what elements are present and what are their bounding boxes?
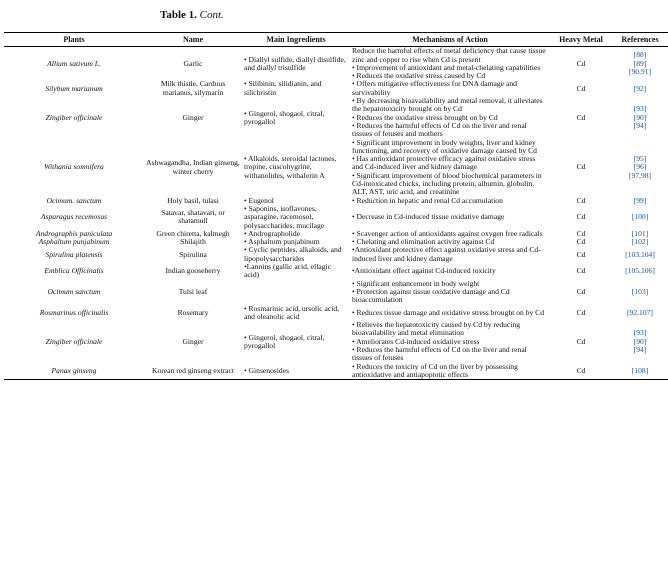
heavy-metal-cell	[550, 197, 612, 205]
heavy-metal: Cd	[576, 212, 586, 222]
ingredient-item: • Asphaltum punjabinum	[244, 237, 320, 247]
table-row	[4, 80, 668, 97]
reference-link[interactable]: [95]	[633, 154, 647, 164]
heavy-metal-cell	[550, 97, 612, 138]
reference-link[interactable]: [102]	[631, 237, 649, 247]
references-cell	[612, 321, 668, 362]
heavy-metal-cell	[550, 280, 612, 305]
mechanism-item: • Significant improvement in body weights, liver and kidney functioning, and recovery of oxidative damage caused by Cd	[352, 137, 537, 155]
reference-link[interactable]: [96]	[633, 162, 647, 172]
plant-name: Panax ginseng	[51, 365, 97, 375]
table-row	[4, 246, 668, 263]
common-name-cell	[144, 197, 242, 205]
plant-name: Asparagus recemosus	[40, 212, 108, 222]
mechanisms-cell	[350, 305, 550, 322]
plant-name: Silybum marianum	[45, 83, 103, 93]
common-name: Green chiretta, kalmegh	[156, 228, 230, 238]
common-name-cell	[144, 246, 242, 263]
caption-suffix: Cont.	[199, 9, 224, 21]
table-row	[4, 280, 668, 305]
reference-link[interactable]: [92]	[633, 83, 647, 93]
ingredient-item: • Silibinin, silidianin, and silichristin	[244, 79, 322, 97]
mechanism-item: Reduce the harmful effects of metal deficiency that cause tissue zinc and copper to rise when Cd is present	[352, 46, 546, 64]
reference-link[interactable]: [93]	[633, 328, 647, 338]
table-row	[4, 305, 668, 322]
common-name: Rosemary	[177, 307, 209, 317]
reference-link[interactable]: [90]	[633, 112, 647, 122]
header-ingredients: Main Ingredients	[242, 33, 350, 47]
plant-name: Rosmarinus officinalis	[39, 307, 109, 317]
heavy-metal-cell	[550, 47, 612, 81]
header-mechanisms: Mechanisms of Action	[350, 33, 550, 47]
plant-name: Ocimum. sanctum	[46, 195, 102, 205]
table-row	[4, 197, 668, 205]
common-name: Tulsi leaf	[178, 286, 208, 296]
reference-link[interactable]: [93]	[633, 104, 647, 114]
mechanism-item: • Improvement of antioxidant and metal-chelating capabilities	[352, 62, 541, 72]
mechanism-item: • Has antioxidant protective efficacy against oxidative stress and Cd-induced liver and kidney damage	[352, 154, 536, 172]
plant-cell	[4, 238, 144, 246]
reference-link[interactable]: [88]	[633, 50, 647, 60]
reference-link[interactable]: [101]	[631, 228, 649, 238]
heavy-metal: Cd	[576, 237, 586, 247]
references-cell	[612, 238, 668, 246]
table-row	[4, 139, 668, 197]
plant-cell	[4, 246, 144, 263]
references-cell	[612, 280, 668, 305]
plant-name: Withania somnifera	[44, 162, 104, 172]
plant-cell	[4, 305, 144, 322]
header-heavy-metal: Heavy Metal	[550, 33, 612, 47]
table-row	[4, 47, 668, 81]
reference-link[interactable]: [94]	[633, 344, 647, 354]
references-cell	[612, 80, 668, 97]
plant-name: Spirulina platensis	[45, 249, 103, 259]
common-name-cell	[144, 321, 242, 362]
references-cell	[612, 205, 668, 230]
heavy-metal-cell	[550, 263, 612, 280]
heavy-metal-cell	[550, 80, 612, 97]
mechanism-item: • By decreasing bioavailability and metal removal, it alleviates the hepatotoxicity brought on by Cd	[352, 96, 543, 114]
heavy-metal: Cd	[576, 112, 586, 122]
common-name: Spirulina	[179, 249, 207, 259]
plant-cell	[4, 197, 144, 205]
heavy-metal: Cd	[576, 58, 586, 68]
common-name-cell	[144, 97, 242, 138]
table-body	[4, 47, 668, 380]
reference-link[interactable]: [92,107]	[627, 307, 653, 317]
common-name: Holy basil, tulasi	[167, 195, 219, 205]
common-name-cell	[144, 263, 242, 280]
reference-link[interactable]: [90]	[633, 336, 647, 346]
common-name: Ginger	[182, 336, 204, 346]
reference-link[interactable]: [94]	[633, 120, 647, 130]
reference-link[interactable]: [103,104]	[625, 249, 655, 259]
reference-link[interactable]: [108]	[631, 365, 649, 375]
ingredient-item: • Cyclic peptides, alkaloids, and lipopolysaccharides	[244, 245, 342, 263]
table-row	[4, 97, 668, 138]
caption-label: Table 1.	[160, 9, 197, 21]
heavy-metal-cell	[550, 321, 612, 362]
heavy-metal: Cd	[576, 307, 586, 317]
heavy-metal-cell	[550, 305, 612, 322]
mechanism-item: • Reduces the harmful effects of Cd on the liver and renal tissues of fetuses and mothers	[352, 120, 527, 139]
common-name: Korean red ginseng extract	[151, 365, 235, 375]
header-name: Name	[144, 33, 242, 47]
ingredient-item: • Ginsenosides	[244, 365, 290, 375]
heavy-metal-cell	[550, 205, 612, 230]
plant-cell	[4, 263, 144, 280]
common-name-cell	[144, 238, 242, 246]
mechanism-item: • Ameliorates Cd-induced oxidative stress	[352, 336, 480, 346]
common-name: Ginger	[182, 112, 204, 122]
mechanism-item: • Reduces tissue damage and oxidative stress brought on by Cd	[352, 307, 545, 317]
mechanism-item: • Significant enhancement in body weight	[352, 278, 480, 288]
mechanisms-cell	[350, 363, 550, 380]
mechanisms-cell	[350, 263, 550, 280]
plant-cell	[4, 97, 144, 138]
plant-name: Zingiber officinale	[45, 112, 103, 122]
plant-cell	[4, 80, 144, 97]
heavy-metal: Cd	[576, 249, 586, 259]
plant-cell	[4, 321, 144, 362]
mechanisms-cell	[350, 80, 550, 97]
plant-cell	[4, 363, 144, 380]
header-references: References	[612, 33, 668, 47]
reference-link[interactable]: [103]	[631, 286, 649, 296]
ingredients-cell	[242, 321, 350, 362]
heavy-metal: Cd	[576, 266, 586, 276]
mechanisms-cell	[350, 97, 550, 138]
common-name-cell	[144, 205, 242, 230]
mechanism-item: • Significant improvement of blood biochemical parameters in Cd-intoxicated chicks, including protein, albumin, globulin, ALT, AST, uric acid, and creatinine	[352, 170, 542, 197]
heavy-metal: Cd	[576, 228, 586, 238]
references-cell	[612, 305, 668, 322]
plant-name: Asphaltum punjabinum	[38, 237, 110, 247]
ingredients-cell	[242, 80, 350, 97]
table-header-row	[4, 33, 668, 47]
table-row	[4, 363, 668, 380]
heavy-metal: Cd	[576, 195, 586, 205]
heavy-metal: Cd	[576, 162, 586, 172]
ingredient-item: • Rosmarinic acid, ursolic acid, and oleanolic acid	[244, 303, 340, 321]
plant-cell	[4, 205, 144, 230]
mechanism-item: • Relieves the hepatotoxicity caused by Cd by reducing bioavailability and metal elimination	[352, 320, 520, 338]
heavy-metal-cell	[550, 139, 612, 197]
heavy-metal: Cd	[576, 365, 586, 375]
common-name: Milk thistle, Carduus marianus, silymarin	[160, 79, 226, 97]
plant-name: Zingiber officinale	[45, 336, 103, 346]
common-name-cell	[144, 80, 242, 97]
mechanism-item: • Reduces the toxicity of Cd on the liver by possessing antioxidative and antiapoptotic effects	[352, 361, 518, 379]
mechanisms-cell	[350, 139, 550, 197]
common-name: Indian gooseberry	[165, 266, 221, 276]
ingredients-cell	[242, 263, 350, 280]
table-row	[4, 263, 668, 280]
ingredients-cell	[242, 363, 350, 380]
common-name-cell	[144, 363, 242, 380]
common-name-cell	[144, 305, 242, 322]
plant-cell	[4, 280, 144, 305]
reference-link[interactable]: [90,91]	[628, 67, 652, 77]
mechanism-item: • Offers mitigative effectiveness for DNA damage and survivability	[352, 79, 517, 97]
mechanism-item: • Protection against tissue oxidative damage and Cd bioaccumulation	[352, 286, 510, 305]
heavy-metal-cell	[550, 238, 612, 246]
references-cell	[612, 263, 668, 280]
common-name-cell	[144, 280, 242, 305]
mechanism-item: • Reduces the oxidative stress brought on by Cd	[352, 112, 498, 122]
reference-link[interactable]: [99]	[633, 195, 647, 205]
common-name-cell	[144, 139, 242, 197]
common-name-cell	[144, 47, 242, 81]
ingredients-cell	[242, 97, 350, 138]
plants-table	[4, 32, 668, 380]
mechanism-item: • Scavenger action of antioxidants against oxygen free radicals	[352, 228, 543, 238]
reference-link[interactable]: [105,106]	[625, 266, 655, 276]
plant-name: Allium sativum L.	[47, 58, 101, 68]
mechanisms-cell	[350, 280, 550, 305]
references-cell	[612, 246, 668, 263]
reference-link[interactable]: [97,98]	[628, 170, 652, 180]
mechanism-item: •Antioxidant effect against Cd-induced toxicity	[352, 266, 496, 276]
ingredient-item: • Diallyl sulfide, diallyl disulfide, and diallyl trisulfide	[244, 54, 346, 72]
ingredients-cell	[242, 205, 350, 230]
heavy-metal-cell	[550, 246, 612, 263]
plant-name: Ocimum sanctum	[47, 286, 101, 296]
references-cell	[612, 47, 668, 81]
mechanism-item: • Reduction in hepatic and renal Cd accumulation	[352, 195, 503, 205]
heavy-metal-cell	[550, 363, 612, 380]
references-cell	[612, 97, 668, 138]
ingredients-cell	[242, 139, 350, 197]
reference-link[interactable]: [100]	[631, 212, 649, 222]
common-name: Garlic	[183, 58, 203, 68]
ingredient-item: •Lannins (gallic acid, ellagic acid)	[244, 262, 331, 280]
mechanisms-cell	[350, 246, 550, 263]
references-cell	[612, 363, 668, 380]
table-row	[4, 321, 668, 362]
plant-cell	[4, 139, 144, 197]
plant-cell	[4, 47, 144, 81]
references-cell	[612, 197, 668, 205]
ingredient-item: • Eugenol	[244, 195, 274, 205]
reference-link[interactable]: [89]	[633, 58, 647, 68]
heavy-metal: Cd	[576, 83, 586, 93]
table-row	[4, 205, 668, 230]
common-name: Ashwagandha, Indian ginseng, winter cherry	[146, 158, 240, 176]
ingredients-cell	[242, 280, 350, 305]
mechanisms-cell	[350, 197, 550, 205]
mechanism-item: •Antioxidant protective effect against oxidative stress and Cd-induced liver and kidney damage	[352, 245, 541, 263]
heavy-metal: Cd	[576, 336, 586, 346]
ingredients-cell	[242, 305, 350, 322]
mechanism-item: • Reduces the harmful effects of Cd on the liver and renal tissues of fetuses	[352, 344, 527, 363]
plant-name: Emblica Officinalis	[44, 266, 104, 276]
ingredients-cell	[242, 246, 350, 263]
mechanism-item: • Reduces the oxidative stress caused by Cd	[352, 71, 486, 81]
mechanisms-cell	[350, 321, 550, 362]
mechanism-item: • Decrease in Cd-induced tissue oxidative damage	[352, 212, 505, 222]
ingredient-item: • Gingerol, shogaol, citral, pyrogallol	[244, 332, 325, 350]
header-plants: Plants	[4, 33, 144, 47]
mechanisms-cell	[350, 205, 550, 230]
plant-name: Andrographis paniculata	[35, 228, 113, 238]
ingredient-item: • Gingerol, shogaol, citral, pyrogallol	[244, 108, 325, 126]
mechanism-item: • Chelating and elimination activity against Cd	[352, 237, 495, 247]
common-name: Satavar, shatavari, or shatamull	[161, 208, 225, 226]
ingredient-item: • Alkaloids, steroidal lactones, tropine, cuscohygrine, withanolides, withaferin A	[244, 154, 337, 180]
common-name: Shilajith	[180, 237, 206, 247]
ingredients-cell	[242, 47, 350, 81]
mechanisms-cell	[350, 47, 550, 81]
ingredient-item: • Andrographolide	[244, 228, 301, 238]
heavy-metal: Cd	[576, 286, 586, 296]
references-cell	[612, 139, 668, 197]
ingredient-item: • Saponins, isoflavones, asparagine, racemosol, polysaccharides, mucilage	[244, 203, 325, 230]
table-caption	[160, 9, 224, 21]
